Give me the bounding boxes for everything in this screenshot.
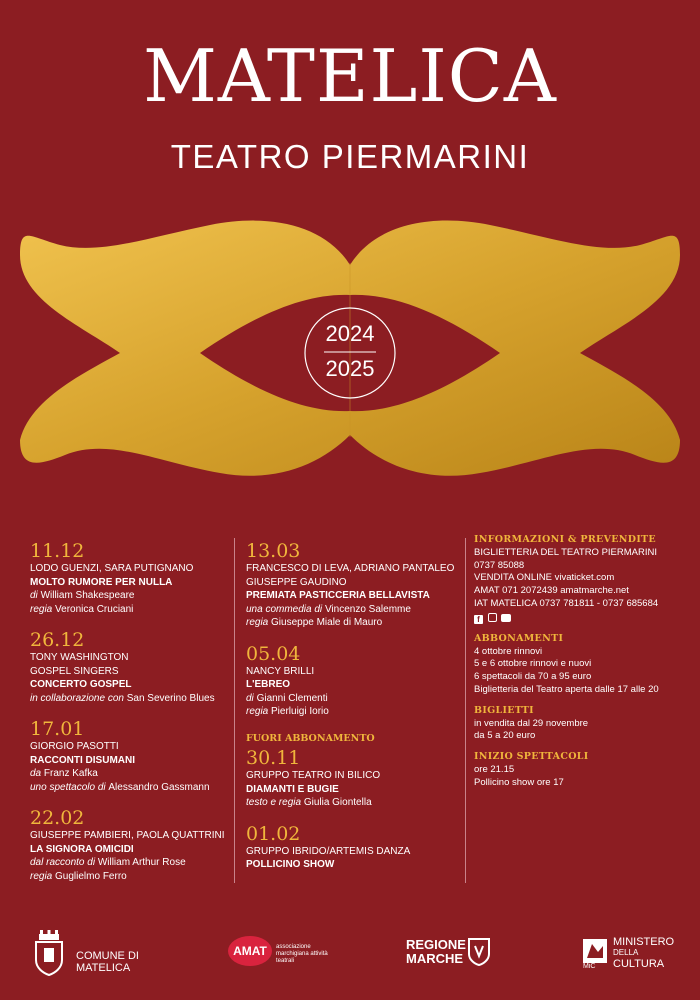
event-credit: in collaborazione con San Severino Blues (30, 692, 215, 704)
info-heading: INFORMAZIONI & PREVENDITE (474, 534, 656, 545)
event-credit: regia Guglielmo Ferro (30, 870, 127, 882)
event-title: CONCERTO GOSPEL (30, 679, 132, 690)
event-title: MOLTO RUMORE PER NULLA (30, 576, 173, 588)
info-line: da 5 a 20 euro (474, 730, 536, 742)
event-item (30, 718, 230, 794)
event-performers: FRANCESCO DI LEVA, ADRIANO PANTALEO (246, 563, 455, 574)
info-line: 6 spettacoli da 70 a 95 euro (474, 671, 592, 683)
event-title: DIAMANTI E BUGIE (246, 783, 339, 795)
event-date: 17.01 (30, 718, 85, 740)
event-date: 05.04 (246, 642, 301, 665)
youtube-icon[interactable] (501, 614, 511, 622)
event-item (30, 540, 230, 616)
event-credit: regia Pierluigi Iorio (246, 706, 329, 717)
event-credit: testo e regia Giulia Giontella (246, 797, 372, 808)
event-credit: una commedia di Vincenzo Salemme (246, 603, 411, 615)
event-item (246, 643, 461, 719)
event-performers: GIORGIO PASOTTI (30, 741, 119, 752)
column-divider-2 (465, 538, 466, 883)
column-divider-1 (234, 538, 235, 883)
event-date: 30.11 (246, 747, 301, 769)
event-item (30, 629, 230, 705)
event-title: POLLICINO SHOW (246, 859, 335, 870)
amat-subtitle: associazione marchigiana attività teatrali (276, 944, 328, 964)
event-performers: GIUSEPPE PAMBIERI, PAOLA QUATTRINI (30, 830, 225, 841)
page-title: MATELICA (143, 34, 557, 118)
facebook-icon[interactable]: f (474, 615, 483, 624)
abbonamenti-heading: ABBONAMENTI (474, 632, 564, 644)
info-column (474, 534, 696, 790)
program-column-1 (30, 540, 230, 896)
event-item (30, 807, 230, 883)
event-credit: da Franz Kafka (30, 768, 98, 779)
event-item (246, 540, 461, 630)
mic-emblem-icon (582, 938, 608, 964)
golden-mask-illustration (20, 215, 680, 485)
event-credit: di William Shakespeare (30, 590, 135, 601)
event-date: 11.12 (30, 540, 85, 562)
info-line: in vendita dal 29 novembre (474, 717, 589, 729)
event-item (246, 823, 461, 872)
event-date: 01.02 (246, 822, 301, 845)
info-line: 0737 85088 (474, 559, 525, 571)
mic-label: MiC (583, 963, 596, 970)
event-performers: GIUSEPPE GAUDINO (246, 576, 347, 588)
event-date: 26.12 (30, 629, 85, 651)
event-performers: NANCY BRILLI (246, 665, 315, 677)
regione-shield-icon (468, 938, 490, 966)
event-title: PREMIATA PASTICCERIA BELLAVISTA (246, 590, 430, 601)
event-credit: regia Veronica Cruciani (30, 603, 134, 615)
event-credit: dal racconto di William Arthur Rose (30, 857, 186, 868)
event-title: L'EBREO (246, 679, 291, 690)
event-date: 13.03 (246, 540, 301, 562)
comune-label: COMUNE DI MATELICA (76, 950, 139, 974)
inizio-heading: INIZIO SPETTACOLI (474, 751, 589, 763)
event-date: 22.02 (30, 807, 85, 829)
program-column-2 (246, 540, 461, 885)
regione-label: REGIONE MARCHE (406, 937, 466, 966)
event-performers: LODO GUENZI, SARA PUTIGNANO (30, 563, 194, 574)
info-line: AMAT 071 2072439 amatmarche.net (474, 585, 629, 597)
sponsor-logos (0, 930, 700, 980)
event-performers: TONY WASHINGTON (30, 652, 129, 663)
info-line: ore 21.15 (474, 763, 515, 775)
biglietti-heading: BIGLIETTI (474, 704, 534, 716)
event-title: RACCONTI DISUMANI (30, 754, 135, 766)
event-performers: GRUPPO IBRIDO/ARTEMIS DANZA (246, 845, 411, 857)
instagram-icon[interactable] (488, 613, 497, 622)
event-item (246, 747, 461, 810)
info-line: VENDITA ONLINE vivaticket.com (474, 572, 615, 584)
event-title: LA SIGNORA OMICIDI (30, 843, 134, 855)
event-performers: GRUPPO TEATRO IN BILICO (246, 770, 381, 781)
year-start: 2024 (325, 321, 375, 346)
social-icons (474, 613, 696, 625)
comune-crest-icon (30, 930, 68, 976)
event-credit: regia Giuseppe Miale di Mauro (246, 617, 383, 628)
info-line: Pollicino show ore 17 (474, 776, 564, 788)
ministero-label: MINISTERO DELLA CULTURA (613, 936, 675, 970)
info-line: 4 ottobre rinnovi (474, 645, 543, 657)
info-line: IAT MATELICA 0737 781811 - 0737 685684 (474, 597, 659, 609)
info-line: Biglietteria del Teatro aperta dalle 17 alle 20 (474, 683, 659, 695)
event-credit: di Gianni Clementi (246, 692, 328, 704)
amat-logo: AMAT (228, 936, 272, 966)
year-end: 2025 (325, 356, 375, 381)
event-credit: uno spettacolo di Alessandro Gassmann (30, 781, 210, 793)
page-subtitle: TEATRO PIERMARINI (170, 138, 530, 175)
event-performers: GOSPEL SINGERS (30, 665, 119, 677)
fuori-abbonamento-heading: FUORI ABBONAMENTO (246, 732, 375, 744)
info-line: BIGLIETTERIA DEL TEATRO PIERMARINI (474, 546, 658, 558)
info-line: 5 e 6 ottobre rinnovi e nuovi (474, 658, 592, 670)
